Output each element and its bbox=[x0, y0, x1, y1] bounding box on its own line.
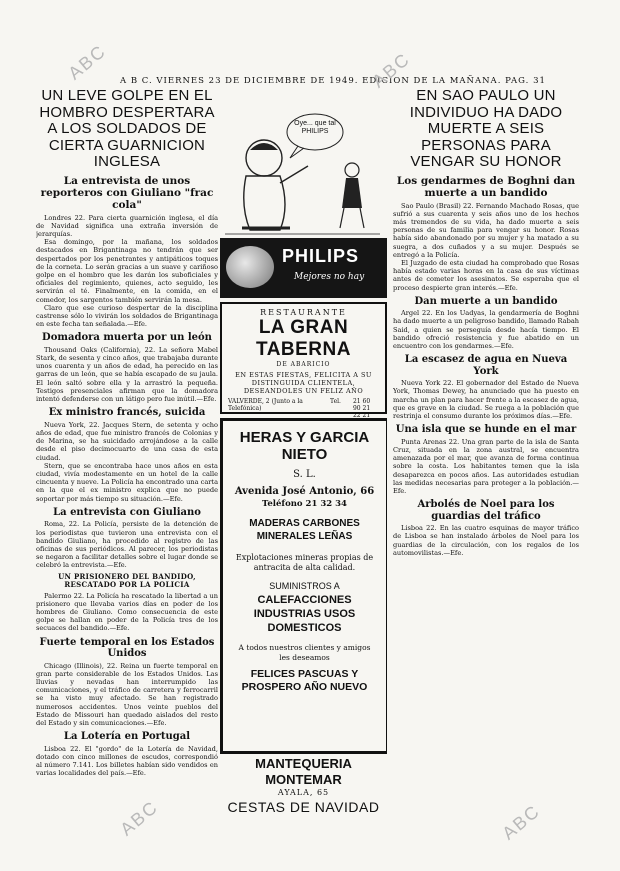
right-subhead: Los gendarmes de Boghni dan muerte a un bandido bbox=[396, 174, 576, 199]
cartoon-illustration bbox=[220, 88, 387, 238]
restaurant-name: LA GRAN TABERNA bbox=[256, 317, 351, 360]
article-paragraph: Palermo 22. La Policía ha rescatado la libertad a un prisionero que llevaba varios días en poder de los hombres de Giuliano. Como consecuencia de este golpe se hallan en poder de la Policía tres de los secuaces del bandido.—Efe. bbox=[36, 591, 218, 633]
right-column bbox=[393, 88, 579, 848]
cartoon-speech-bubble: Oye... que tal PHILIPS bbox=[294, 120, 336, 135]
article-paragraph: Stern, que se encontraba hace unos años en esta ciudad, vivía modestamente en un hotel de la calle cincuenta y nueve. La Policía ha encontrado una carta en la que el ex ministro explica que no puede soportar por más tiempo su situación.—Efe. bbox=[36, 461, 218, 503]
restaurant-greeting: EN ESTAS FIESTAS, FELICITA A SU DISTINGUIDA CLIENTELA, DESEANDOLES UN FELIZ AÑO bbox=[235, 371, 372, 395]
philips-banner bbox=[220, 238, 387, 298]
article-paragraph: Lisboa 22. En las cuatro esquinas de mayor tráfico de Lisboa se han instalado árboles de Noel para los guardias de la circulación, con los regalos de los automovilistas.—Efe. bbox=[393, 524, 579, 557]
restaurant-tel-label: Tel. bbox=[330, 398, 341, 405]
company-sl: S. L. bbox=[293, 469, 316, 480]
store-name: MANTEQUERIA MONTEMAR bbox=[255, 756, 352, 787]
heras-garcia-ad bbox=[220, 418, 387, 754]
left-subhead: La entrevista de unos reporteros con Giuliano "frac cola" bbox=[40, 174, 214, 211]
section-title: Dan muerte a un bandido bbox=[414, 295, 558, 307]
article-paragraph: Thousand Oaks (California), 22. La señora Mabel Stark, de sesenta y cinco años, que trabajaba durante unos cuarenta y un años de edad, ha perecido en las garras de un león, que se había escapado de su jaula. El león saltó sobre ella y la arrastró la pequeña. Testigos presenciales afirman que la domadora intentó defenderse con un látigo pero fue inútil.—Efe. bbox=[36, 345, 218, 404]
article-paragraph: Lisboa 22. El "gordo" de la Lotería de Navidad, dotado con cinco millones de escudos, correspondió al número 7.141. Los billetes habían sido vendidos en varias localidades del país.—Efe. bbox=[36, 744, 218, 778]
company-products: MADERAS CARBONES MINERALES LEÑAS bbox=[249, 518, 360, 542]
left-column bbox=[36, 88, 218, 848]
right-headline: EN SAO PAULO UN INDIVIDUO HA DADO MUERTE A SEIS PERSONAS PARA VENGAR SU HONOR bbox=[409, 88, 563, 170]
article-paragraph: Londres 22. Para cierta guarnición inglesa, el día de Navidad significa una extraña inversión de jerarquías. bbox=[36, 213, 218, 238]
store-address: AYALA, 65 bbox=[277, 788, 330, 797]
company-wish: A todos nuestros clientes y amigos les deseamos bbox=[238, 643, 371, 662]
section-title: Fuerte temporal en los Estados Unidos bbox=[39, 636, 215, 660]
article-paragraph: Roma, 22. La Policía, persiste de la detención de los periodistas que tuvieron una entrevista con el bandido Giuliano, ha procedido al registro de las oficinas de sus periódicos. Al parecer, los periodistas se negaron a facilitar detalles sobre el lugar donde se celebró la entrevista.—Efe. bbox=[36, 520, 218, 570]
company-name: HERAS Y GARCIA NIETO bbox=[239, 429, 370, 463]
ads-column bbox=[220, 88, 387, 848]
section-title: La Lotería en Portugal bbox=[63, 731, 191, 743]
gran-taberna-ad bbox=[220, 302, 387, 419]
section-title: La escasez de agua en Nueva York bbox=[404, 354, 568, 377]
abc-watermark: ABC bbox=[368, 48, 415, 92]
abc-watermark: ABC bbox=[498, 800, 545, 844]
restaurant-footer bbox=[228, 398, 379, 419]
abc-watermark: ABC bbox=[64, 40, 111, 84]
article-paragraph: Nueva York 22. El gobernador del Estado de Nueva York, Thomas Dewey, ha anunciado que ha puesto en marcha un plan para hacer frente a la escasez de agua, que es grave en la ciudad. Se ruega a la población que restrinja el consumo durante los próximos días.—Efe. bbox=[393, 379, 579, 421]
philips-ad bbox=[220, 88, 387, 310]
section-title: La entrevista con Giuliano bbox=[53, 506, 201, 518]
section-title: Arbolés de Noel para los guardias del tráfico bbox=[417, 499, 555, 522]
philips-brand: PHILIPS bbox=[282, 246, 360, 266]
company-phone: Teléfono 21 32 34 bbox=[262, 499, 347, 509]
article-paragraph: Esa domingo, por la mañana, los soldados destacados en Brigantinaga no tendrán que ser despertados por los penetrantes y antipáticos toques de la corneta. Lo serán gracias a un suave y cariñoso golpe en el hombro que les darán los suboficiales y oficiales del regimiento, quienes, acto seguido, les servirán el té. Finalmente, en la comida, en el comedor, los sargentos también servirán la mesa. bbox=[36, 238, 218, 304]
ad-kicker: RESTAURANTE bbox=[260, 308, 347, 317]
section-title: Ex ministro francés, suicida bbox=[48, 407, 206, 419]
company-supply: SUMINISTROS A bbox=[269, 581, 340, 591]
abc-watermark: ABC bbox=[116, 796, 163, 840]
restaurant-address: VALVERDE, 2 (Junto a la Telefónica) bbox=[228, 398, 303, 412]
restaurant-tel: 21 60 90 21 22 21 bbox=[352, 398, 371, 419]
article-paragraph: El Juzgado de esta ciudad ha comprobado que Rosas había estado varias horas en la casa de sus víctimas antes de cometer los asesinatos. Se esperaba que el proceso despierte gran interés.—Efe. bbox=[393, 258, 579, 292]
section-title: Una isla que se hunde en el mar bbox=[395, 424, 577, 436]
company-address: Avenida José Antonio, 66 bbox=[234, 486, 375, 497]
montemar-ad bbox=[220, 756, 387, 826]
article-paragraph: Nueva York, 22. Jacques Stern, de setenta y ocho años de edad, que fue ministro francés de Colonias y de Marina, se ha suicidado arrojándose a la calle desde el piso decimocuarto de una casa de esta ciudad. bbox=[36, 420, 218, 462]
philips-shield-icon bbox=[226, 246, 274, 288]
restaurant-subtitle: DE ABARICIO bbox=[276, 361, 331, 368]
running-head: A B C. VIERNES 23 DE DICIEMBRE DE 1949. EDICION DE LA MAÑANA. PAG. 31 bbox=[120, 76, 546, 86]
article-paragraph: Punta Arenas 22. Una gran parte de la isla de Santa Cruz, situada en la zona austral, se encuentra amenazada por el mar, que avanza de forma continua sobre la costa. Los habitantes temen que la isla desaparezca en pocos años. Las autoridades estudian las medidas necesarias para proteger a la población.—Efe. bbox=[393, 437, 579, 495]
company-services: CALEFACCIONES INDUSTRIAS USOS DOMESTICOS bbox=[253, 594, 356, 634]
article-paragraph: Sao Paulo (Brasil) 22. Fernando Machado Rosas, que sufrió a sus cuarenta y seis años uno de los hechos más tremendos de su vida, ha dado muerte a seis personas de su familia para vengar su honor. Rosas había sido abandonado por su mujer y ha matado a su suegra, a dos cuñados y a su mujer. Después se entregó a la Policía. bbox=[393, 201, 579, 259]
company-mining: Explotaciones mineras propias de antracita de alta calidad. bbox=[235, 553, 374, 572]
section-title: UN PRISIONERO DEL BANDIDO, RESCATADO POR LA POLICIA bbox=[58, 571, 196, 590]
philips-slogan: Mejores no hay bbox=[294, 272, 365, 282]
article-paragraph: Argel 22. En los Uadyas, la gendarmería de Boghni ha dado muerte a un peligroso bandido, llamado Rabah Said, a quien se perseguía desde hacía tiempo. El bandido ofreció resistencia y fue abatido en un encuentro con los gendarmes.—Efe. bbox=[393, 309, 579, 351]
left-headline: UN LEVE GOLPE EN EL HOMBRO DESPERTARA A LOS SOLDADOS DE CIERTA GUARNICION INGLESA bbox=[39, 88, 215, 170]
store-tagline: CESTAS DE NAVIDAD bbox=[227, 799, 380, 815]
company-greeting: FELICES PASCUAS Y PROSPERO AÑO NUEVO bbox=[241, 668, 368, 693]
article-paragraph: Claro que ese curioso despertar de la disciplina castrense sólo lo vivirán los soldados de Brigantinaga en este fecha tan señalada.—Efe. bbox=[36, 303, 218, 329]
article-paragraph: Chicago (Illinois), 22. Reina un fuerte temporal en gran parte considerable de los Estados Unidos. Las lluvias y nevadas han interrumpido las comunicaciones, y el tráfico de carretera y ferrocarril se ha visto muy afectado. Se han registrado numerosos accidentes. Unos veinte pueblos del Estado de Missouri han quedado aislados del resto del Estado y sin comunicaciones.—Efe. bbox=[36, 661, 218, 727]
section-title: Domadora muerta por un león bbox=[42, 332, 212, 344]
